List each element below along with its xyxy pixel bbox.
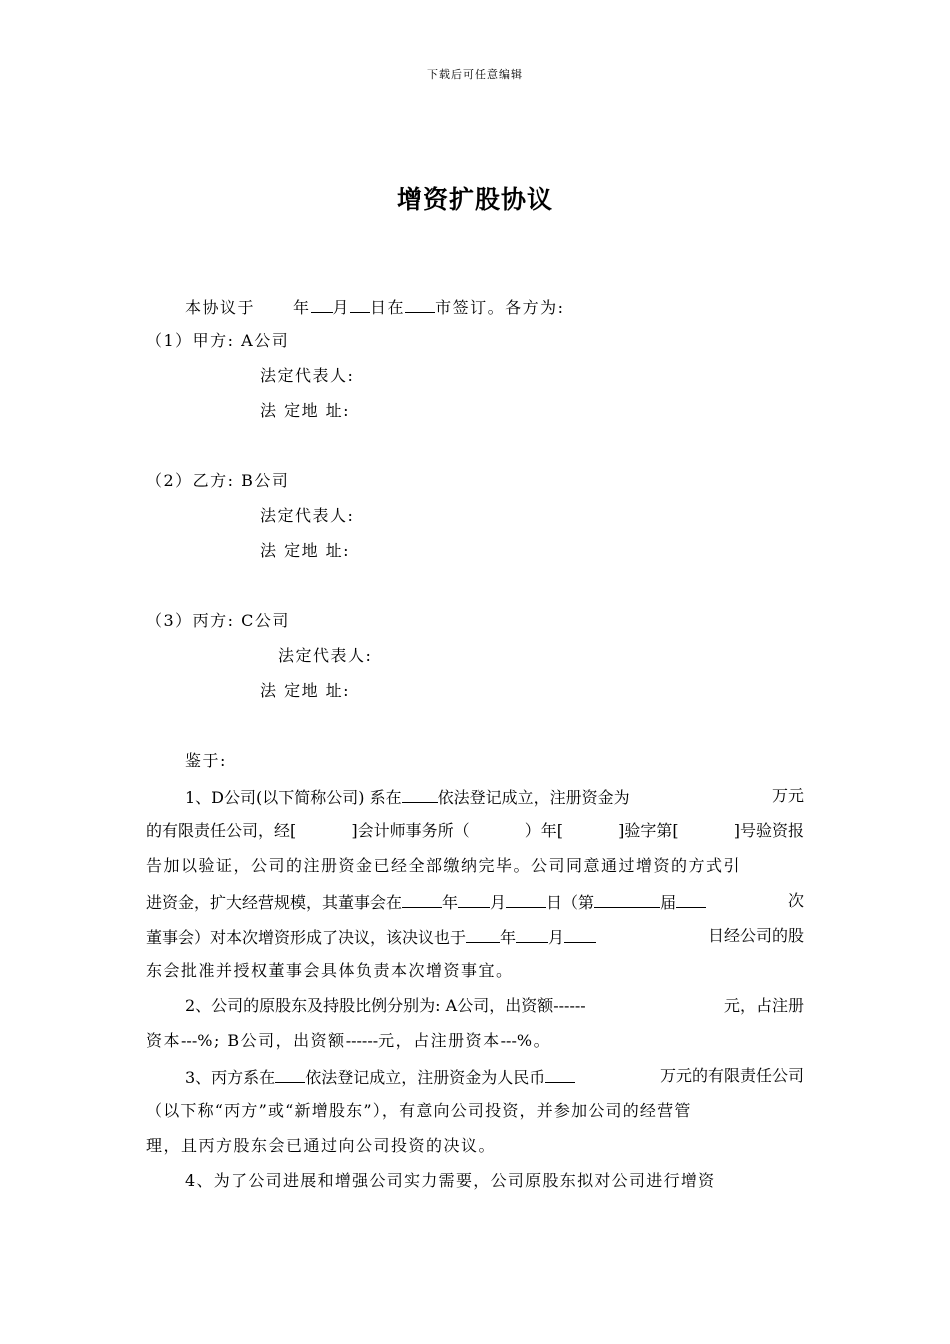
party-b-rep: 法定代表人: [260, 506, 355, 525]
clause-2-line-2: 资本---%; B公司，出资额------元，占注册资本---%。 [146, 1031, 552, 1050]
clause-1-line-4: 进资金，扩大经营规模，其董事会在 年 月 日（第 届 次 [146, 891, 804, 912]
intro-line: 本协议于 年 月 日在 市签订。各方为: [185, 298, 565, 317]
whereas-heading: 鉴于: [185, 751, 227, 770]
clause-1-line-5: 董事会）对本次增资形成了决议，该决议也于 年 月 日经公司的股 [146, 926, 804, 947]
clause-2-line-1: 2、公司的原股东及持股比例分别为: A公司，出资额------ 元，占注册 [185, 996, 804, 1015]
page-header: 下载后可任意编辑 [427, 68, 523, 81]
party-c-addr: 法 定地 址: [260, 681, 351, 700]
clause-1-line-3: 告加以验证，公司的注册资金已经全部缴纳完毕。公司同意通过增资的方式引 [146, 856, 742, 875]
party-a-label: （1）甲方: A公司 [146, 331, 290, 350]
clause-3-line-1: 3、丙方系在 依法登记成立，注册资金为人民币 万元的有限责任公司 [185, 1066, 804, 1087]
party-a-rep: 法定代表人: [260, 366, 355, 385]
party-b-label: （2）乙方: B公司 [146, 471, 290, 490]
page-title: 增资扩股协议 [396, 185, 553, 214]
party-c-rep: 法定代表人: [278, 646, 373, 665]
party-b-addr: 法 定地 址: [260, 541, 351, 560]
clause-3-line-3: 理，且丙方股东会已通过向公司投资的决议。 [146, 1136, 497, 1155]
clause-1-line-6: 东会批准并授权董事会具体负责本次增资事宜。 [146, 961, 514, 980]
party-a-addr: 法 定地 址: [260, 401, 351, 420]
clause-4-line-1: 4、为了公司进展和增强公司实力需要，公司原股东拟对公司进行增资 [185, 1171, 716, 1190]
clause-1-line-2: 的有限责任公司，经[ ]会计师事务所（ ）年[ ]验字第[ ]号验资报 [146, 821, 804, 840]
clause-1-line-1: 1、D公司(以下简称公司) 系在 依法登记成立，注册资金为 万元 [185, 786, 804, 807]
party-c-label: （3）丙方: C公司 [146, 611, 290, 630]
clause-3-line-2: （以下称“丙方”或“新增股东”），有意向公司投资，并参加公司的经营管 [146, 1101, 692, 1120]
